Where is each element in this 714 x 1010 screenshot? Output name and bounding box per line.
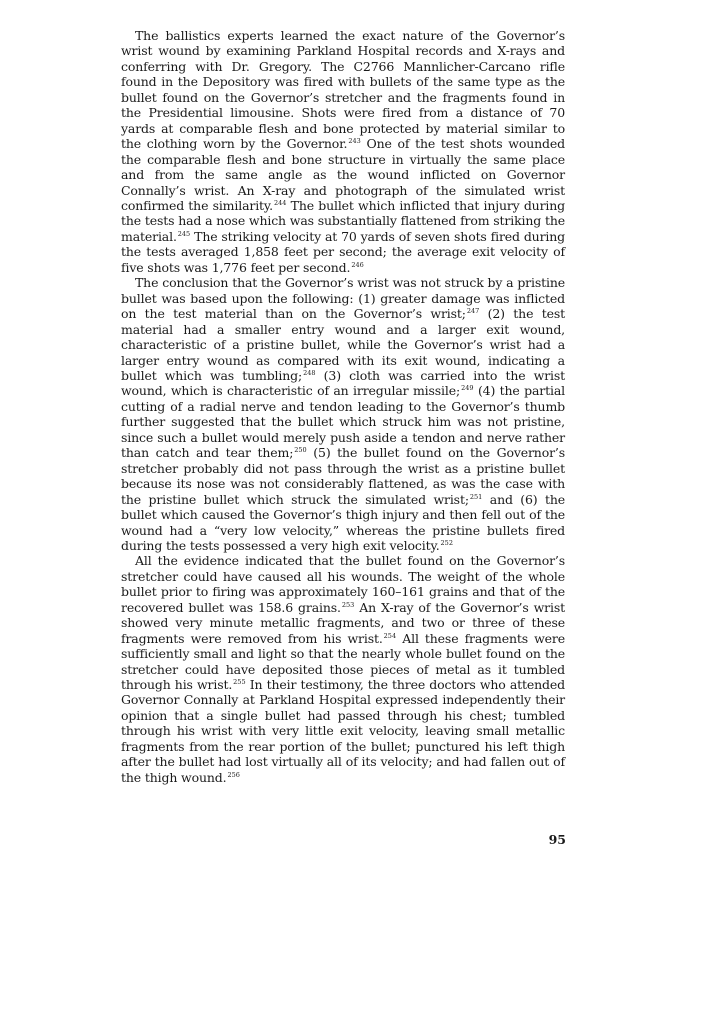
text-run: (2) the test material had a smaller entry wound and a larger exit wound, characteristic of a pristine bullet, while the Governor’s wrist had a larger entry wound as compared with its exit wound, indicating a bullet which was tumbling; <box>121 306 565 383</box>
text-run: (5) the bullet found on the Governor’s stretcher probably did not pass through the wrist as a pristine bullet because its nose was not considerably flattened, as was the case with the pristine bullet which struck the simulated wrist; <box>121 445 565 507</box>
footnote-ref: 243 <box>348 137 361 146</box>
text-run: All the evidence indicated that the bullet found on the Governor’s stretcher could have caused all his wounds. The weight of the whole bullet prior to firing was approximately 160–161 grains and that of the recovered bullet was 158.6 grains. <box>121 553 565 615</box>
text-run: (3) cloth was carried into the wrist wound, which is characteristic of an irregular missile; <box>121 367 565 399</box>
footnote-ref: 252 <box>440 538 453 547</box>
footnote-ref: 254 <box>383 631 397 640</box>
paragraph <box>121 275 565 553</box>
text-run: In their testimony, the three doctors who attended Governor Connally at Parkland Hospital expressed independently their opinion that a single bullet had passed through his chest; tumbled through his wrist with very little exit velocity, leaving small metallic fragments from the rear portion of the bullet; punctured his left thigh after the bullet had lost virtually all of its velocity; and had fallen out of the thigh wound. <box>121 677 565 785</box>
page-number: 95 <box>548 832 566 847</box>
text-run: The striking velocity at 70 yards of seven shots fired during the tests averaged 1,858 feet per second; the average exit velocity of five shots was 1,776 feet per second. <box>121 228 565 275</box>
footnote-ref: 255 <box>233 678 246 687</box>
paragraph <box>121 553 565 785</box>
body-text <box>121 28 565 785</box>
text-run: One of the test shots wounded the comparable flesh and bone structure in virtually the same place and from the same angle as the wound inflicted on Governor Connally’s wrist. An X-ray and photograph of the simulated wrist confirmed the similarity. <box>121 136 565 213</box>
footnote-ref: 245 <box>177 229 191 238</box>
text-run: (4) the partial cutting of a radial nerve and tendon leading to the Governor’s thumb further suggested that the bullet which struck him was not pristine, since such a bullet would merely push aside a tendon and nerve rather than catch and tear them; <box>121 383 565 461</box>
footnote-ref: 248 <box>303 368 316 377</box>
footnote-ref: 247 <box>466 307 480 316</box>
text-run: An X-ray of the Governor’s wrist showed very minute metallic fragments, and two or three of these fragments were removed from his wrist. <box>121 599 565 646</box>
text-run: All these fragments were sufficiently small and light so that the nearly whole bullet found on the stretcher could have deposited those pieces of metal as it tumbled through his wrist. <box>121 630 566 693</box>
text-run: The bullet which inflicted that injury during the tests had a nose which was substantially flattened from striking the material. <box>121 197 566 244</box>
text-run: and (6) the bullet which caused the Governor’s thigh injury and then fell out of the wound had a “very low velocity,” whereas the pristine bullets fired during the tests possessed a very high exit velocity. <box>121 491 565 553</box>
text-run: The ballistics experts learned the exact nature of the Governor’s wrist wound by examining Parkland Hospital records and X-rays and conferring with Dr. Gregory. The C2766 Mannlicher-Carcano rifle found in the Depository was fired with bullets of the same type as the bullet found on the Governor’s stretcher and the fragments found in the Presidential limousine. Shots were fired from a distance of 70 yards at comparable flesh and bone protected by material similar to the clothing worn by the Governor. <box>121 28 565 152</box>
footnote-ref: 250 <box>294 446 307 455</box>
footnote-ref: 253 <box>341 600 355 609</box>
footnote-ref: 256 <box>227 770 240 779</box>
footnote-ref: 246 <box>351 260 364 269</box>
paragraph <box>121 28 565 275</box>
footnote-ref: 251 <box>469 492 483 501</box>
footnote-ref: 244 <box>274 198 287 207</box>
text-run: The conclusion that the Governor’s wrist was not struck by a pristine bullet was based upon the following: (1) greater damage was inflicted on the test material than on the Governor’s wrist; <box>121 275 565 322</box>
footnote-ref: 249 <box>461 384 474 393</box>
